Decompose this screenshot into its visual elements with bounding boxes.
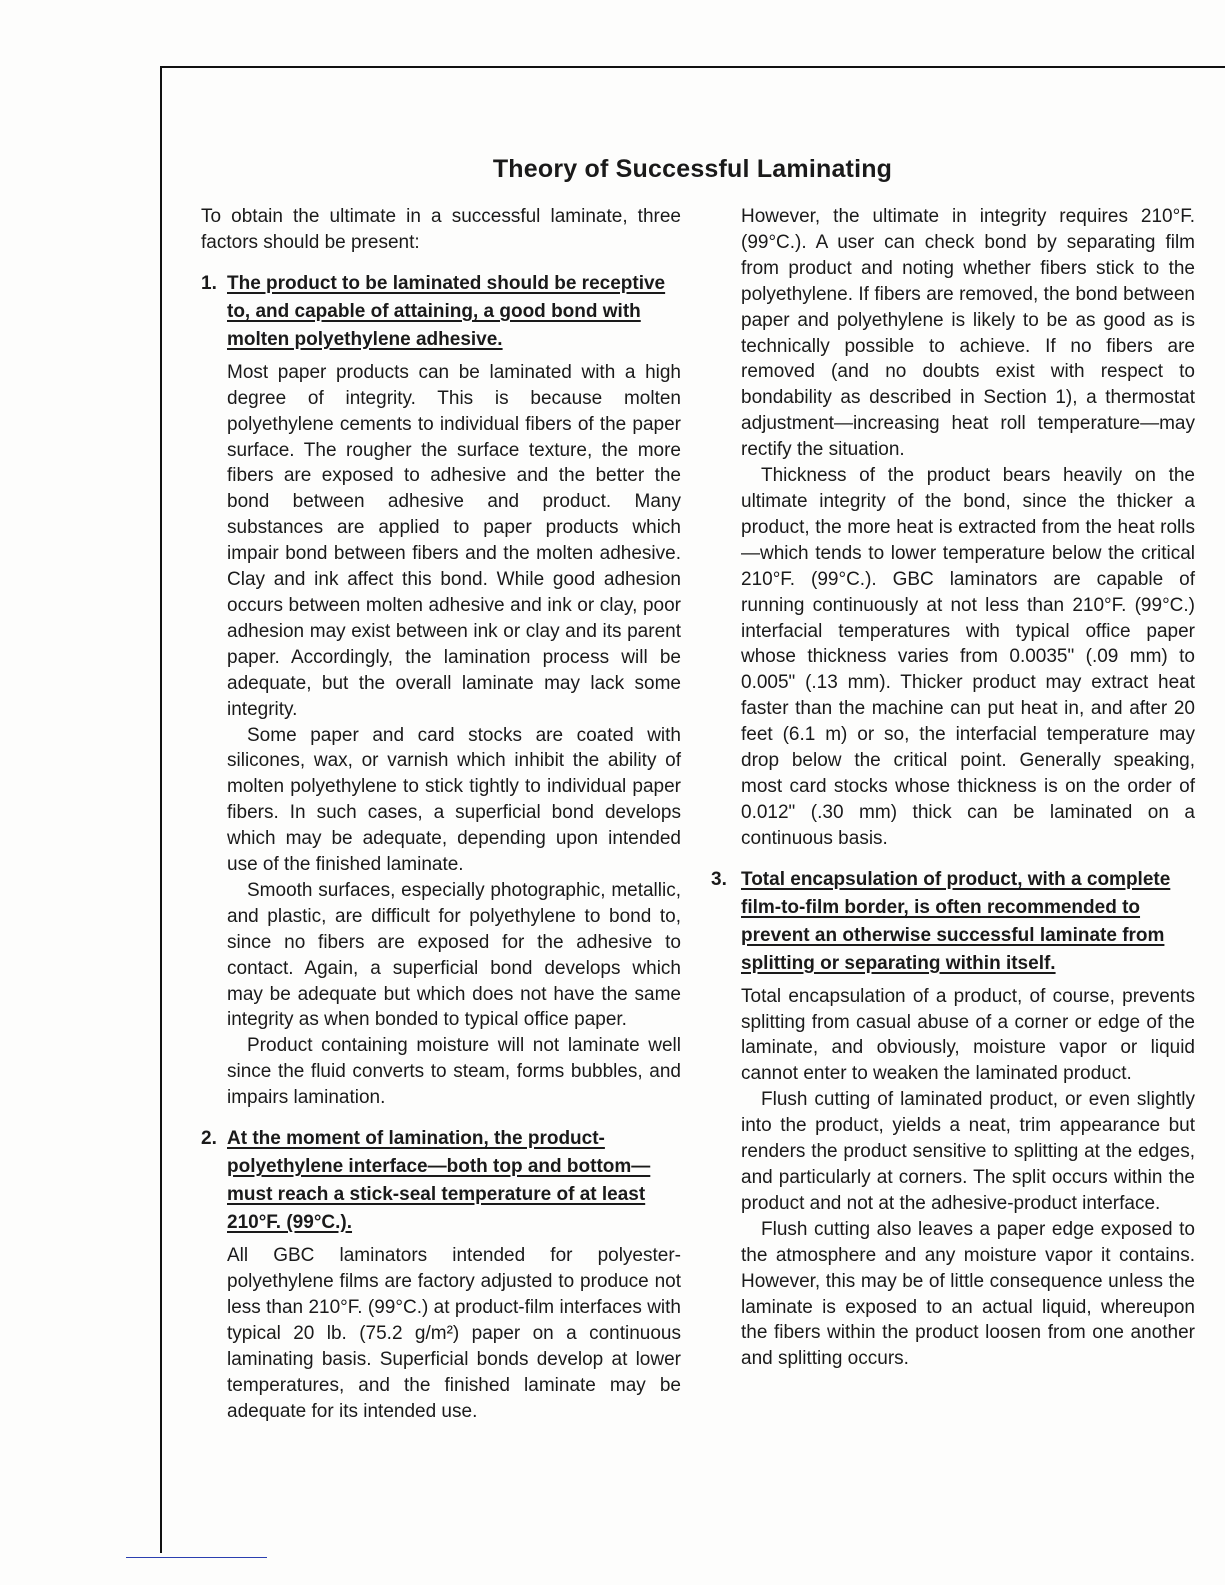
section-1-paragraph: Most paper products can be laminated with a high degree of integrity. This is because molten polyethylene cements to individual fibers of the paper surface. The rougher the surface texture, the more fibers are exposed to adhesive and the better the bond between adhesive and product. Many substances are applied to paper products which impair bond between fibers and the molten adhesive. Clay and ink affect this bond. While good adhesion occurs between molten adhesive and ink or clay, poor adhesion may exist between ink or clay and its parent paper. Accordingly, the lamination process will be adequate, but the overall laminate may lack some integrity. (227, 361, 681, 720)
continued-paragraph: Thickness of the product bears heavily on the ultimate integrity of the bond, since the thicker a product, the more heat is extracted from the heat rolls—which tends to lower temperature below the critical 210°F. (99°C.). GBC laminators are capable of running continuously at not less than 210°F. (99°C.) interfacial temperatures with typical office paper whose thickness varies from 0.0035" (.09 mm) to 0.005" (.13 mm). Thicker product may extract heat faster than the machine can put heat in, and after 20 feet (6.1 m) or so, the interfacial temperature may drop below the critical point. Generally speaking, most card stocks whose thickness is on the order of 0.012" (.30 mm) thick can be laminated on a continuous basis. (741, 465, 1195, 849)
page-title: Theory of Successful Laminating (492, 154, 893, 183)
section-2-continued (711, 204, 1195, 852)
intro-paragraph: To obtain the ultimate in a successful laminate, three factors should be present: (201, 206, 681, 253)
section-2-heading: At the moment of lamination, the product-polyethylene interface—both top and bottom—must reach a stick-seal temperature of at least 210°F. (99°C.). (227, 1128, 651, 1234)
left-column (201, 204, 681, 1424)
section-3-body (741, 866, 1195, 1373)
section-1-heading: The product to be laminated should be receptive to, and capable of attaining, a good bond with molten polyethylene adhesive. (227, 272, 666, 350)
section-2-body (227, 1125, 681, 1424)
section-2-paragraph: All GBC laminators intended for polyester-polyethylene films are factory adjusted to produce not less than 210°F. (99°C.) at product-film interfaces with typical 20 lb. (75.2 g/m²) paper on a continuous laminating basis. Superficial bonds develop at lower temperatures, and the finished laminate may be adequate for its intended use. (227, 1245, 681, 1422)
section-2-number: 2. (201, 1128, 217, 1150)
bottom-link-underline (126, 1557, 267, 1558)
section-3-paragraph: Flush cutting of laminated product, or even slightly into the product, yields a neat, trim appearance but renders the product sensitive to splitting at the edges, and particularly at corners. The split occurs within the product and not at the adhesive-product interface. (741, 1089, 1195, 1214)
section-1 (201, 270, 681, 1111)
section-3 (711, 866, 1195, 1373)
section-3-paragraph: Total encapsulation of a product, of course, prevents splitting from casual abuse of a corner or edge of the laminate, and obviously, moisture vapor or liquid cannot enter to weaken the laminated product. (741, 985, 1195, 1085)
section-3-number: 3. (711, 868, 727, 890)
right-column (711, 204, 1195, 1372)
top-border-rule (160, 66, 1225, 68)
left-border-rule (160, 66, 162, 1553)
section-3-heading: Total encapsulation of product, with a complete film-to-film border, is often recommended to prevent an otherwise successful laminate from splitting or separating within itself. (741, 868, 1171, 974)
section-3-paragraph: Flush cutting also leaves a paper edge exposed to the atmosphere and any moisture vapor it contains. However, this may be of little consequence unless the laminate is exposed to an actual liquid, whereupon the fibers within the product loosen from one another and splitting occurs. (741, 1218, 1195, 1370)
section-1-paragraph: Smooth surfaces, especially photographic, metallic, and plastic, are difficult for polyethylene to bond to, since no fibers are exposed for the adhesive to contact. Again, a superficial bond develops which may be adequate but which does not have the same integrity as when bonded to typical office paper. (227, 879, 681, 1031)
continued-paragraph: However, the ultimate in integrity requires 210°F. (99°C.). A user can check bond by separating film from product and noting whether fibers stick to the polyethylene. If fibers are removed, the bond between paper and polyethylene is likely to be as good as is technically possible to achieve. If no fibers are removed (and no doubts exist with respect to bondability as described in Section 1), a thermostat adjustment—increasing heat roll temperature—may rectify the situation. (741, 206, 1195, 461)
section-1-number: 1. (201, 272, 217, 294)
section-2 (201, 1125, 681, 1424)
section-1-paragraph: Product containing moisture will not laminate well since the fluid converts to steam, forms bubbles, and impairs lamination. (227, 1035, 681, 1109)
section-1-body (227, 270, 681, 1111)
section-1-paragraph: Some paper and card stocks are coated with silicones, wax, or varnish which inhibit the ability of molten polyethylene to stick tightly to individual paper fibers. In such cases, a superficial bond develops which may be adequate, depending upon intended use of the finished laminate. (227, 724, 681, 876)
